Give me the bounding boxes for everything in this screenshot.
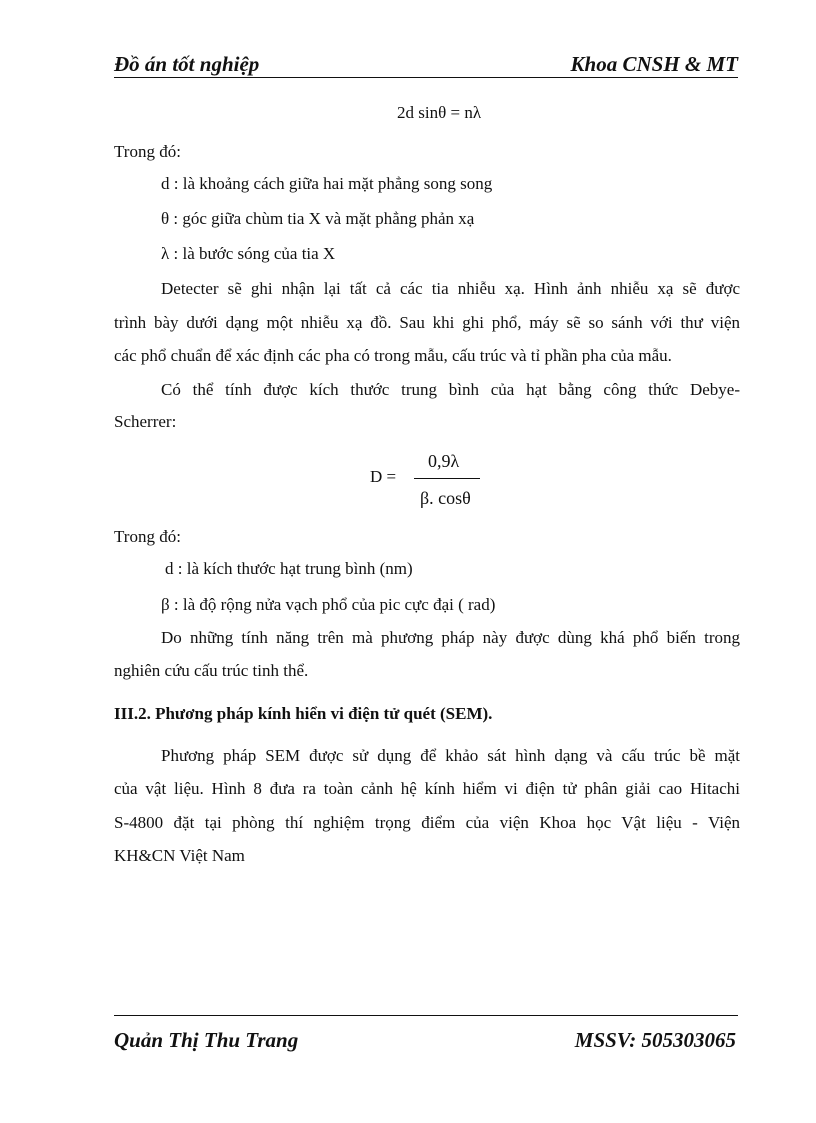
definition-d-spacing: d : là khoảng cách giữa hai mặt phẳng song song (161, 174, 493, 193)
paragraph-sem-line-4: KH&CN Việt Nam (114, 846, 245, 865)
paragraph-method-line-1: Do những tính năng trên mà phương pháp này được dùng khá phổ biến trong (161, 628, 740, 647)
definition-d-size: d : là kích thước hạt trung bình (nm) (165, 559, 413, 578)
footer-student-id: MSSV: 505303065 (574, 1028, 736, 1052)
paragraph-detector-line-1: Detecter sẽ ghi nhận lại tất cả các tia nhiễu xạ. Hình ảnh nhiễu xạ sẽ được (161, 279, 740, 298)
fraction-bar (414, 478, 480, 479)
paragraph-scherrer-line-2: Scherrer: (114, 412, 177, 431)
definition-beta: β : là độ rộng nửa vạch phổ của pic cực đại ( rad) (161, 595, 496, 614)
paragraph-sem-line-1: Phương pháp SEM được sử dụng để khảo sát hình dạng và cấu trúc bề mặt (161, 746, 740, 765)
paragraph-scherrer-line-1: Có thể tính được kích thước trung bình của hạt bằng công thức Debye- (161, 380, 740, 399)
section-heading-sem: III.2. Phương pháp kính hiển vi điện tử quét (SEM). (114, 704, 493, 723)
paragraph-sem-line-3: S-4800 đặt tại phòng thí nghiệm trọng điểm của viện Khoa học Vật liệu - Viện (114, 813, 740, 832)
paragraph-detector-line-3: các phổ chuẩn để xác định các pha có trong mẫu, cấu trúc và tỉ phần pha của mẫu. (114, 346, 672, 365)
definition-lambda: λ : là bước sóng của tia X (161, 244, 336, 263)
header-divider (114, 77, 738, 78)
bragg-equation: 2d sinθ = nλ (397, 103, 482, 122)
header-faculty: Khoa CNSH & MT (570, 52, 738, 76)
where-intro-2: Trong đó: (114, 527, 181, 546)
where-intro-1: Trong đó: (114, 142, 181, 161)
formula-denominator: β. cosθ (420, 488, 471, 508)
paragraph-sem-line-2: của vật liệu. Hình 8 đưa ra toàn cảnh hệ kính hiểm vi điện tử phân giải cao Hitachi (114, 779, 740, 798)
header-document-title: Đồ án tốt nghiệp (114, 52, 260, 76)
definition-theta: θ : góc giữa chùm tia X và mặt phẳng phản xạ (161, 209, 475, 228)
footer-author: Quản Thị Thu Trang (114, 1028, 299, 1052)
formula-lhs: D = (370, 467, 397, 486)
footer-divider (114, 1015, 738, 1016)
paragraph-detector-line-2: trình bày dưới dạng một nhiễu xạ đồ. Sau khi ghi phổ, máy sẽ so sánh với thư viện (114, 313, 740, 332)
formula-numerator: 0,9λ (428, 451, 460, 471)
paragraph-method-line-2: nghiên cứu cấu trúc tinh thể. (114, 661, 309, 680)
